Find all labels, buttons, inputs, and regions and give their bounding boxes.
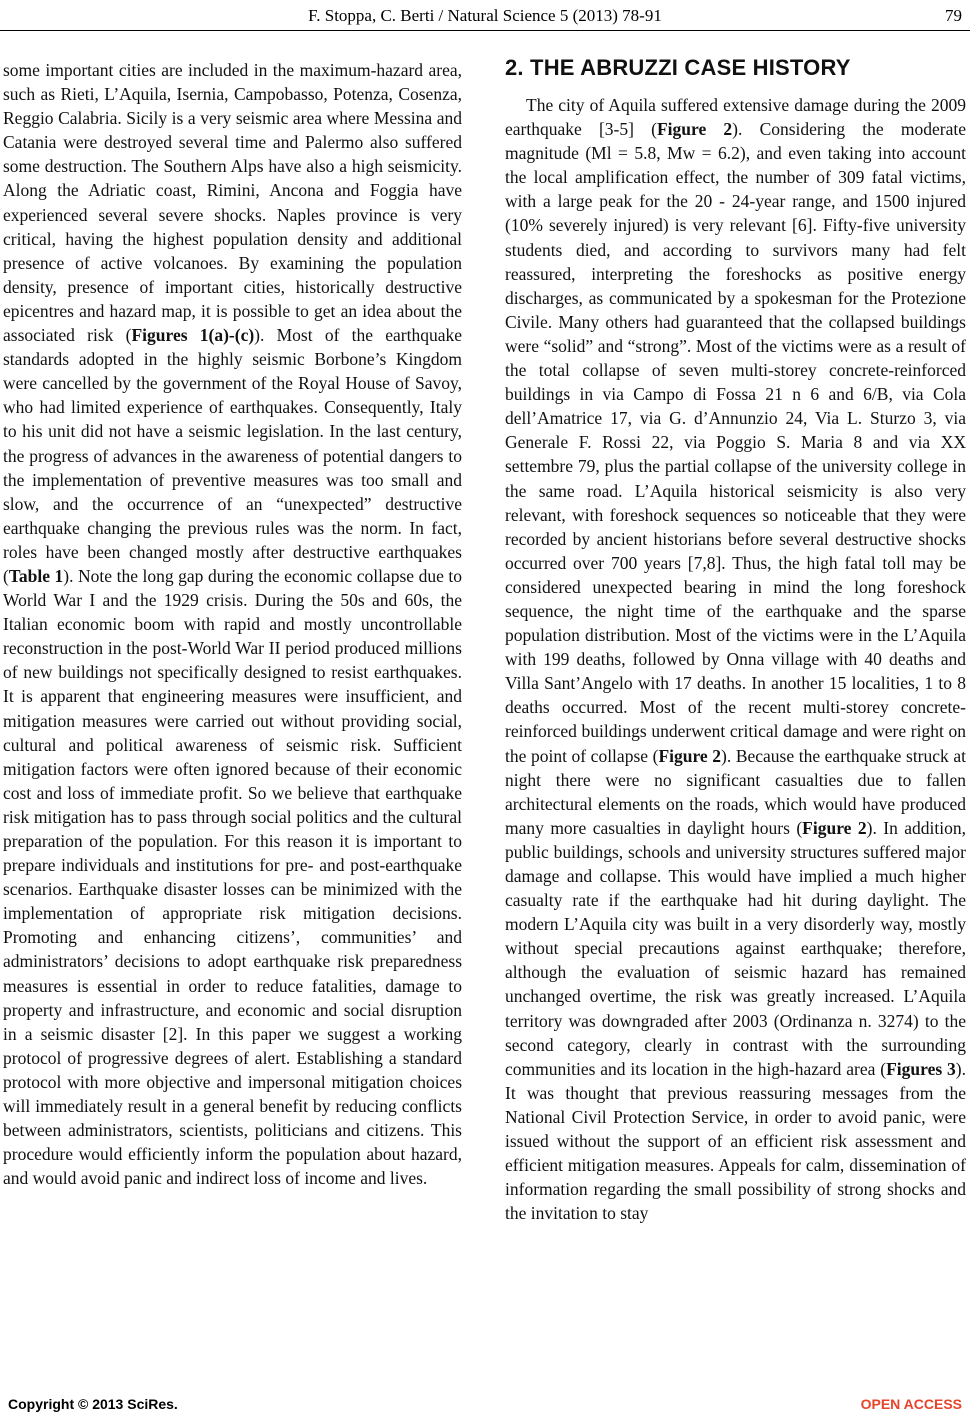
text-run: The city of Aquila suffered extensive damage during the 2009 earthquake [3-5] (	[505, 95, 966, 140]
running-header	[0, 6, 970, 30]
text-run: some important cities are included in the maximum-hazard area, such as Rieti, L’Aquila, Isernia, Campobasso, Potenza, Cosenza, Reggio Calabria. Sicily is a very seismic area where Messina and Catania were destroyed several time and Palermo also suffered some destruction. The Southern Alps have also a high seismicity. Along the Adriatic coast, Rimini, Ancona and Foggia have experienced several severe shocks. Naples province is very critical, having the highest population density and additional presence of active volcanoes. By examining the population density, presence of important cities, historically destructive epicentres and hazard map, it is possible to get an idea about the associated risk (	[3, 60, 462, 346]
section-heading: 2. THE ABRUZZI CASE HISTORY	[505, 55, 851, 80]
header-divider	[0, 30, 970, 31]
figure-reference: Figure 2	[802, 817, 867, 838]
left-column	[3, 58, 462, 1190]
figure-reference: Figure 2	[656, 119, 733, 140]
right-column	[505, 54, 966, 1225]
figure-reference: Figure 2	[658, 745, 722, 766]
copyright-notice: Copyright © 2013 SciRes.	[8, 1396, 178, 1412]
page-number: 79	[945, 6, 962, 25]
text-run: ). Considering the moderate magnitude (Ml = 5.8, Mw = 6.2), and even taking into account the local amplification effect, the number of 309 fatal victims, with a large peak for the 20 - 24-year range, and 1500 injured (10% severely injured) is very relevant [6]. Fifty-five university students died, and according to survivors many had felt reassured, interpreting the foreshocks as positive energy discharges, as communicated by a spokesman for the Protezione Civile. Many others had guaranteed that the collapsed buildings were “solid” and “strong”. Most of the victims were as a result of the total collapse of seven multi-storey concrete-reinforced buildings in via Campo di Fossa 21 n 6 and 6/B, via Cola dell’Amatrice 17, via G. d’Annunzio 24, Via L. Sturzo 3, via Generale F. Rossi 22, via Poggio S. Maria 8 and via XX settembre 79, plus the partial collapse of the university college in the same road. L’Aquila historical seismicity is also very relevant, with foreshock sequences so noticeable that they were recorded by ancient historians before several destructive shocks occurred over 700 years [7,8]. Thus, the high fatal toll may be considered unexpected bearing in mind the long foreshock sequence, the night time of the earthquake and the sparse population distribution. Most of the victims were in the L’Aquila with 199 deaths, followed by Onna village with 40 deaths and Villa Sant’Angelo with 17 deaths. In another 15 localities, 1 to 8 deaths occurred. Most of the recent multi-storey concrete-reinforced buildings underwent critical damage and were right on the point of collapse (	[505, 119, 966, 766]
page-footer	[0, 1396, 970, 1416]
figure-reference: Figures 1(a)-(c)	[131, 325, 255, 346]
body-paragraph	[3, 58, 462, 1190]
table-reference: Table 1	[8, 565, 64, 586]
figure-reference: Figures 3	[886, 1058, 956, 1079]
text-run: ). Note the long gap during the economic collapse due to World War I and the 1929 crisis. During the 50s and 60s, the Italian economic boom with rapid and mostly uncontrollable reconstruction in the post-World War II period produced millions of new buildings not specifically designed to resist earthquakes. It is apparent that engineering measures were insufficient, and mitigation measures were carried out without providing social, cultural and political awareness of seismic risk. Sufficient mitigation factors were often ignored because of their economic cost and loss of immediate profit. So we believe that earthquake risk mitigation has to pass through social politics and the cultural preparation of the population. For this reason it is important to prepare individuals and institutions for pre- and post-earthquake scenarios. Earthquake disaster losses can be minimized with the implementation of appropriate risk mitigation decisions. Promoting and enhancing citizens’, communities’ and administrators’ decisions to adopt earthquake risk preparedness measures is essential in order to reduce fatalities, damage to property and infrastructure, and economic and social disruption in a seismic disaster [2]. In this paper we suggest a working protocol of progressive degrees of alert. Establishing a standard protocol with more objective and impersonal mitigation choices will immediately result in a general benefit by reducing conflicts between administrators, scientists, politicians and citizens. This procedure would efficiently inform the population about hazard, and would avoid panic and indirect loss of income and lives.	[3, 565, 462, 1189]
text-run: ). In addition, public buildings, schools and university structures suffered major damage and collapse. This would have implied a much higher casualty rate if the earthquake had hit during daylight. The modern L’Aquila city was built in a very disorderly way, mostly without special precautions against earthquake; therefore, although the evaluation of seismic hazard has remained unchanged overtime, the risk was greatly increased. L’Aquila territory was downgraded after 2003 (Ordinanza n. 3274) to the second category, clearly in contrast with the surrounding communities and its location in the high-hazard area (	[505, 817, 967, 1079]
open-access-label: OPEN ACCESS	[860, 1396, 962, 1412]
running-title: F. Stoppa, C. Berti / Natural Science 5 (2013) 78-91	[308, 6, 662, 25]
body-paragraph	[505, 93, 966, 1225]
text-run: ). It was thought that previous reassuring messages from the National Civil Protection Service, in order to avoid panic, were issued without the support of an efficient risk assessment and efficient mitigation measures. Appeals for calm, dissemination of information regarding the small possibility of strong shocks and the invitation to stay	[505, 1058, 966, 1224]
text-run: ). Because the earthquake struck at night there were no significant casualties due to fallen architectural elements on the roads, which would have produced many more casualties in daylight hours (	[505, 745, 966, 838]
text-run: ). Most of the earthquake standards adopted in the highly seismic Borbone’s Kingdom were cancelled by the government of the Royal House of Savoy, who had limited experience of earthquakes. Consequently, Italy to his unit did not have a seismic legislation. In the last century, the progress of advances in the awareness of potential dangers to the implementation of preventive measures was too small and slow, and the occurrence of an “unexpected” destructive earthquake changing the previous rules was the norm. In fact, roles have been changed mostly after destructive earthquakes (	[3, 325, 463, 586]
